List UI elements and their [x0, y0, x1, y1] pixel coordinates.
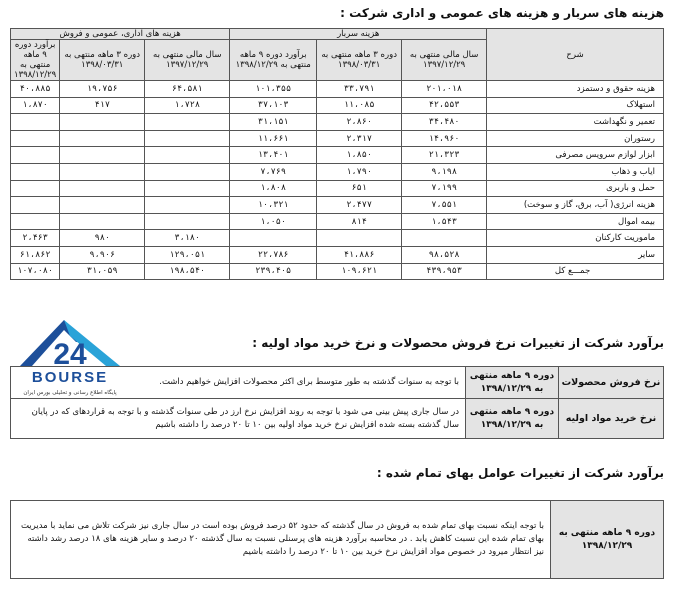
cell: ۳۱،۰۵۹ — [60, 263, 145, 280]
table-row — [11, 130, 664, 147]
cell: ۲،۳۱۷ — [317, 130, 402, 147]
cell: ۱۰۹،۶۲۱ — [317, 263, 402, 280]
cell: ۴۲،۵۵۳ — [402, 97, 487, 114]
cell: ۶۵۱ — [317, 180, 402, 197]
description-cell: با توجه به سنوات گذشته به طور متوسط برای اکثر محصولات افزایش خواهیم داشت. — [11, 367, 466, 399]
period-cell: دوره ۹ ماهه منتهی به ۱۳۹۸/۱۲/۲۹ — [466, 367, 559, 399]
cost-factors-section-title: برآورد شرکت از تغییرات عوامل بهای تمام شده : — [376, 466, 664, 480]
cell — [145, 163, 230, 180]
row-label: رستوران — [487, 130, 664, 147]
cell — [11, 197, 60, 214]
cell: ۲۳۹،۴۰۵ — [230, 263, 317, 280]
row-label: هزینه حقوق و دستمزد — [487, 81, 664, 98]
cell — [402, 230, 487, 247]
cell: ۳،۱۸۰ — [145, 230, 230, 247]
table-row — [11, 163, 664, 180]
cell — [60, 180, 145, 197]
cell — [60, 130, 145, 147]
table-row — [11, 213, 664, 230]
column-header: برآورد دوره ۹ ماهه منتهی به ۱۳۹۸/۱۲/۲۹ — [11, 40, 60, 81]
row-label: ماموریت کارکنان — [487, 230, 664, 247]
cell: ۸۱۴ — [317, 213, 402, 230]
row-label: استهلاک — [487, 97, 664, 114]
cell: ۳۱،۱۵۱ — [230, 114, 317, 131]
cell — [11, 180, 60, 197]
table-row — [11, 197, 664, 214]
price-changes-table — [10, 366, 664, 439]
row-label: سایر — [487, 246, 664, 263]
period-cell: دوره ۹ ماهه منتهی به ۱۳۹۸/۱۲/۲۹ — [551, 501, 664, 579]
cell: ۴۰،۸۸۵ — [11, 81, 60, 98]
cell: ۱۹۸،۵۴۰ — [145, 263, 230, 280]
row-label: هزینه انرژی( آب، برق، گاز و سوخت) — [487, 197, 664, 214]
cell — [230, 230, 317, 247]
cell: ۱،۵۴۳ — [402, 213, 487, 230]
cell: ۳۴،۴۸۰ — [402, 114, 487, 131]
cell — [145, 114, 230, 131]
cell: ۷،۷۶۹ — [230, 163, 317, 180]
row-label: تعمیر و نگهداشت — [487, 114, 664, 131]
desc-column-header: شرح — [487, 29, 664, 81]
cell: ۳۷،۱۰۳ — [230, 97, 317, 114]
cell: ۱۲۹،۰۵۱ — [145, 246, 230, 263]
cell: ۴۱،۸۸۶ — [317, 246, 402, 263]
cell: ۴۳۹،۹۵۳ — [402, 263, 487, 280]
table-row — [11, 81, 664, 98]
cell: ۱۰،۳۲۱ — [230, 197, 317, 214]
logo-number: 24 — [53, 338, 87, 371]
period-cell: دوره ۹ ماهه منتهی به ۱۳۹۸/۱۲/۲۹ — [466, 399, 559, 439]
table-row — [11, 147, 664, 164]
table-row — [11, 114, 664, 131]
cell: ۹۸،۵۲۸ — [402, 246, 487, 263]
logo-brand: BOURSE — [31, 369, 109, 386]
cell — [60, 147, 145, 164]
row-label: ابزار لوازم سرویس مصرفی — [487, 147, 664, 164]
cell: ۶۴،۵۸۱ — [145, 81, 230, 98]
cell — [60, 163, 145, 180]
description-cell: در سال جاری پیش بینی می شود با توجه به روند افزایش نرخ ارز در طی سنوات گذشته و با توجه به قراردهای که در پایان سال گذشته بسته شده افزایش نرخ خرید مواد اولیه بین ۱۰ تا ۲۰ درصد را داشته باشیم — [11, 399, 466, 439]
cell — [145, 180, 230, 197]
table-row — [11, 97, 664, 114]
overhead-expense-table — [10, 28, 664, 280]
cell: ۲،۸۶۰ — [317, 114, 402, 131]
overhead-group-header: هزینه سربار — [230, 29, 487, 40]
row-label: حمل و باربری — [487, 180, 664, 197]
cell: ۱۱،۶۶۱ — [230, 130, 317, 147]
cell — [145, 213, 230, 230]
row-label: بیمه اموال — [487, 213, 664, 230]
cell: ۱،۷۹۰ — [317, 163, 402, 180]
row-heading: نرخ فروش محصولات — [559, 367, 664, 399]
total-row — [11, 263, 664, 280]
cell: ۶۱،۸۶۲ — [11, 246, 60, 263]
overhead-section-title: هزینه های سربار و هزینه های عمومی و اداری شرکت : — [340, 6, 664, 20]
price-changes-section-title: برآورد شرکت از تغییرات نرخ فروش محصولات و نرخ خرید مواد اولیه : — [252, 336, 664, 350]
cell: ۲۰۱،۰۱۸ — [402, 81, 487, 98]
cell: ۱۱،۰۸۵ — [317, 97, 402, 114]
cell — [11, 130, 60, 147]
table-row — [11, 367, 664, 399]
cell: ۲۲،۷۸۶ — [230, 246, 317, 263]
cell: ۱،۷۲۸ — [145, 97, 230, 114]
cell: ۲،۴۶۳ — [11, 230, 60, 247]
cell — [60, 197, 145, 214]
cell — [60, 114, 145, 131]
description-cell: با توجه اینکه نسبت بهای تمام شده به فروش در سال گذشته که حدود ۵۲ درصد فروش بوده است در سال جاری نیز شرکت تلاش می نماید با مدیریت بهای تمام شده این نسبت کاهش یابد . در محاسبه برآورد هزینه های پرسنلی نسبت به سال گذشته ۲۰ درصد و سایر هزینه های ۱۸ درصد رشد داشته نیز انتظار میرود در خصوص مواد افزایش نرخ خرید بین ۱۰ تا ۲۰ درصد را داشته باشیم — [11, 501, 551, 579]
cell: ۲،۴۷۷ — [317, 197, 402, 214]
cell — [145, 130, 230, 147]
table-row — [11, 501, 664, 579]
cell — [145, 197, 230, 214]
cell: ۳۳،۷۹۱ — [317, 81, 402, 98]
cell: ۱،۸۰۸ — [230, 180, 317, 197]
cell: ۲۱،۳۲۳ — [402, 147, 487, 164]
cell: ۹،۱۹۸ — [402, 163, 487, 180]
cell: ۱۰۷،۰۸۰ — [11, 263, 60, 280]
cell: ۱،۰۵۰ — [230, 213, 317, 230]
cell: ۱،۸۷۰ — [11, 97, 60, 114]
column-header: سال مالی منتهی به ۱۳۹۷/۱۲/۲۹ — [145, 40, 230, 81]
cell: ۹،۹۰۶ — [60, 246, 145, 263]
cell — [11, 114, 60, 131]
cell — [60, 213, 145, 230]
cell — [11, 163, 60, 180]
cell: ۱۰۱،۳۵۵ — [230, 81, 317, 98]
cell: ۱۳،۴۰۱ — [230, 147, 317, 164]
column-header: دوره ۳ ماهه منتهی به ۱۳۹۸/۰۳/۳۱ — [317, 40, 402, 81]
cell: ۷،۵۵۱ — [402, 197, 487, 214]
cell: ۴۱۷ — [60, 97, 145, 114]
row-heading: نرخ خرید مواد اولیه — [559, 399, 664, 439]
admin-group-header: هزینه های اداری، عمومی و فروش — [11, 29, 230, 40]
table-row — [11, 230, 664, 247]
logo-tagline: پایگاه اطلاع رسانی و تحلیلی بورس ایران — [23, 390, 117, 396]
cost-factors-table — [10, 500, 664, 579]
cell — [11, 213, 60, 230]
cell: ۷،۱۹۹ — [402, 180, 487, 197]
table-row — [11, 180, 664, 197]
table-row — [11, 246, 664, 263]
cell: ۱۴،۹۶۰ — [402, 130, 487, 147]
table-row — [11, 399, 664, 439]
cell — [145, 147, 230, 164]
cell: ۱،۸۵۰ — [317, 147, 402, 164]
cell: ۹۸۰ — [60, 230, 145, 247]
cell — [317, 230, 402, 247]
column-header: دوره ۳ ماهه منتهی به ۱۳۹۸/۰۳/۳۱ — [60, 40, 145, 81]
column-header: سال مالی منتهی به ۱۳۹۷/۱۲/۲۹ — [402, 40, 487, 81]
row-label: جمـــع کل — [487, 263, 664, 280]
cell: ۱۹،۷۵۶ — [60, 81, 145, 98]
column-header: برآورد دوره ۹ ماهه منتهی به ۱۳۹۸/۱۲/۲۹ — [230, 40, 317, 81]
cell — [11, 147, 60, 164]
row-label: ایاب و ذهاب — [487, 163, 664, 180]
